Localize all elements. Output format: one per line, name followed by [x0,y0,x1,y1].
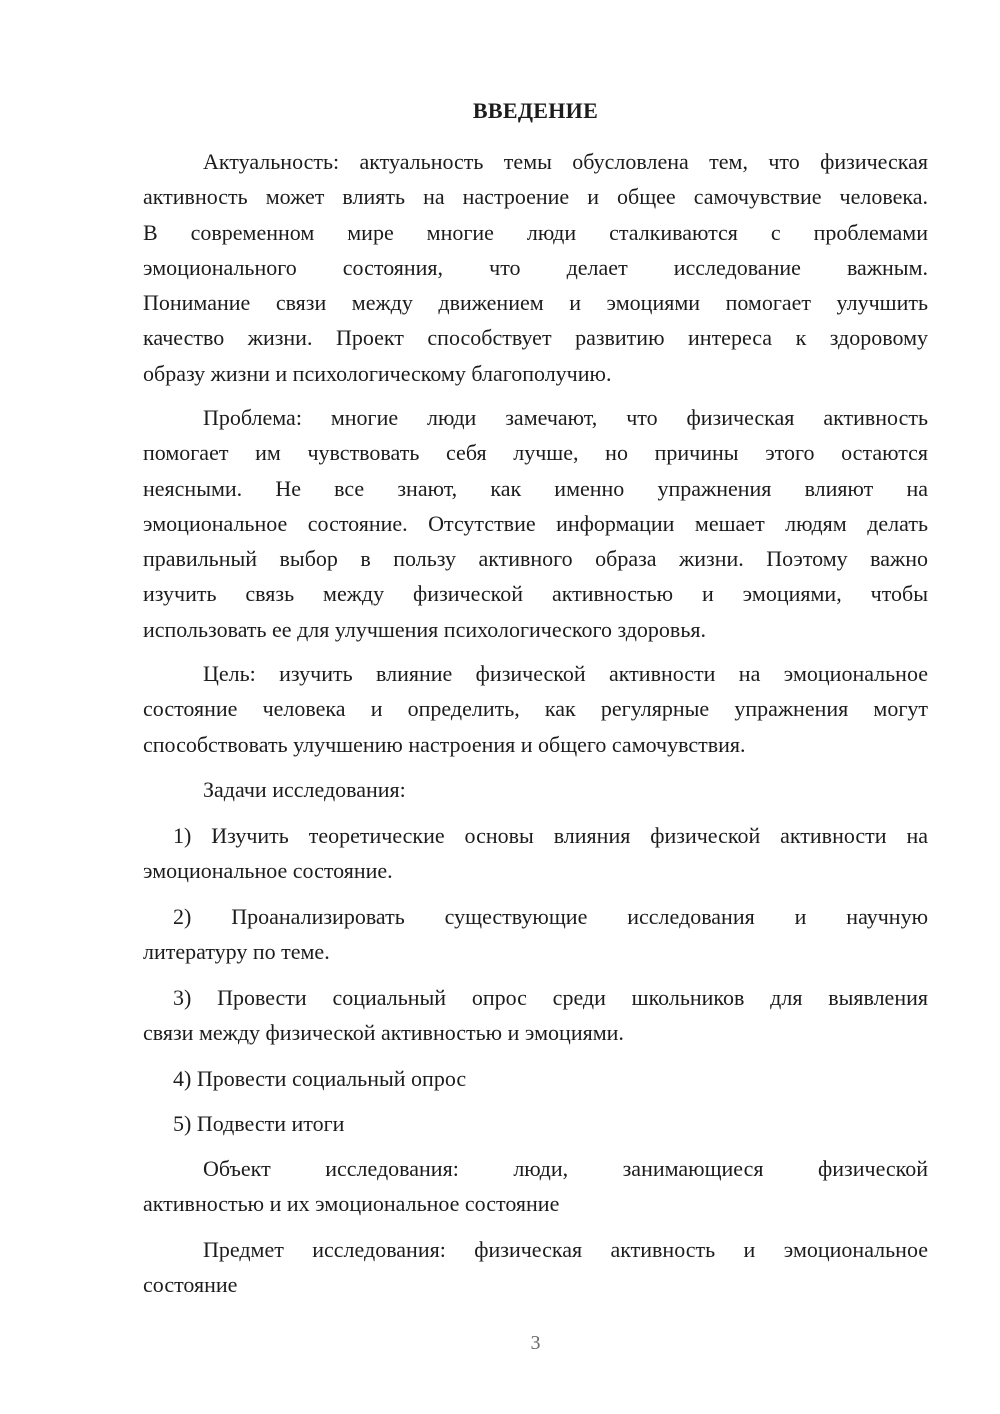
text-line: качество жизни. Проект способствует развитию интереса к здоровому [143,325,928,351]
text-line: связи между физической активностью и эмоциями. [143,1020,624,1046]
relevance-paragraph [143,144,928,391]
text-line: правильный выбор в пользу активного образа жизни. Поэтому важно [143,546,928,572]
text-line: 4) Провести социальный опрос [173,1066,467,1091]
text-line: активность может влиять на настроение и общее самочувствие человека. [143,184,928,210]
task-item-1 [143,818,928,889]
text-line: 5) Подвести итоги [173,1111,345,1136]
text-line: Объект исследования: люди, занимающиеся физической [203,1156,928,1181]
task-item-3 [143,980,928,1051]
document-page [143,0,928,1414]
object-paragraph [143,1151,928,1222]
text-line: состояние [143,1272,238,1298]
text-line: использовать ее для улучшения психологического здоровья. [143,616,706,642]
page-number: 3 [530,1332,541,1354]
section-title: ВВЕДЕНИЕ [472,98,599,123]
problem-paragraph [143,400,928,647]
text-line: активностью и их эмоциональное состояние [143,1191,560,1217]
text-line: неясными. Не все знают, как именно упражнения влияют на [143,475,928,501]
text-line: В современном мире многие люди сталкиваются с проблемами [143,219,928,245]
text-line: Задачи исследования: [203,777,406,802]
text-line: помогает им чувствовать себя лучше, но причины этого остаются [143,440,928,466]
text-line: Цель: изучить влияние физической активности на эмоциональное [203,661,928,686]
task-item-4 [143,1061,928,1096]
text-line: эмоциональное состояние. [143,858,393,884]
text-line: Актуальность: актуальность темы обусловлена тем, что физическая [203,149,928,174]
text-line: эмоционального состояния, что делает исследование важным. [143,254,928,280]
text-line: литературу по теме. [143,939,330,965]
subject-paragraph [143,1232,928,1303]
text-line: состояние человека и определить, как регулярные упражнения могут [143,696,928,722]
text-line: 1) Изучить теоретические основы влияния физической активности на [173,823,928,848]
text-line: образу жизни и психологическому благополучию. [143,360,612,386]
task-item-2 [143,899,928,970]
text-line: Понимание связи между движением и эмоциями помогает улучшить [143,290,928,316]
text-line: изучить связь между физической активностью и эмоциями, чтобы [143,581,928,607]
text-line: Проблема: многие люди замечают, что физическая активность [203,405,928,430]
goal-paragraph [143,656,928,762]
text-line: 2) Проанализировать существующие исследования и научную [173,904,928,929]
text-line: 3) Провести социальный опрос среди школьников для выявления [173,985,928,1010]
text-line: Предмет исследования: физическая активность и эмоциональное [203,1237,928,1262]
text-line: способствовать улучшению настроения и общего самочувствия. [143,731,746,757]
tasks-heading [143,772,928,807]
text-line: эмоциональное состояние. Отсутствие информации мешает людям делать [143,510,928,536]
task-item-5 [143,1106,928,1141]
